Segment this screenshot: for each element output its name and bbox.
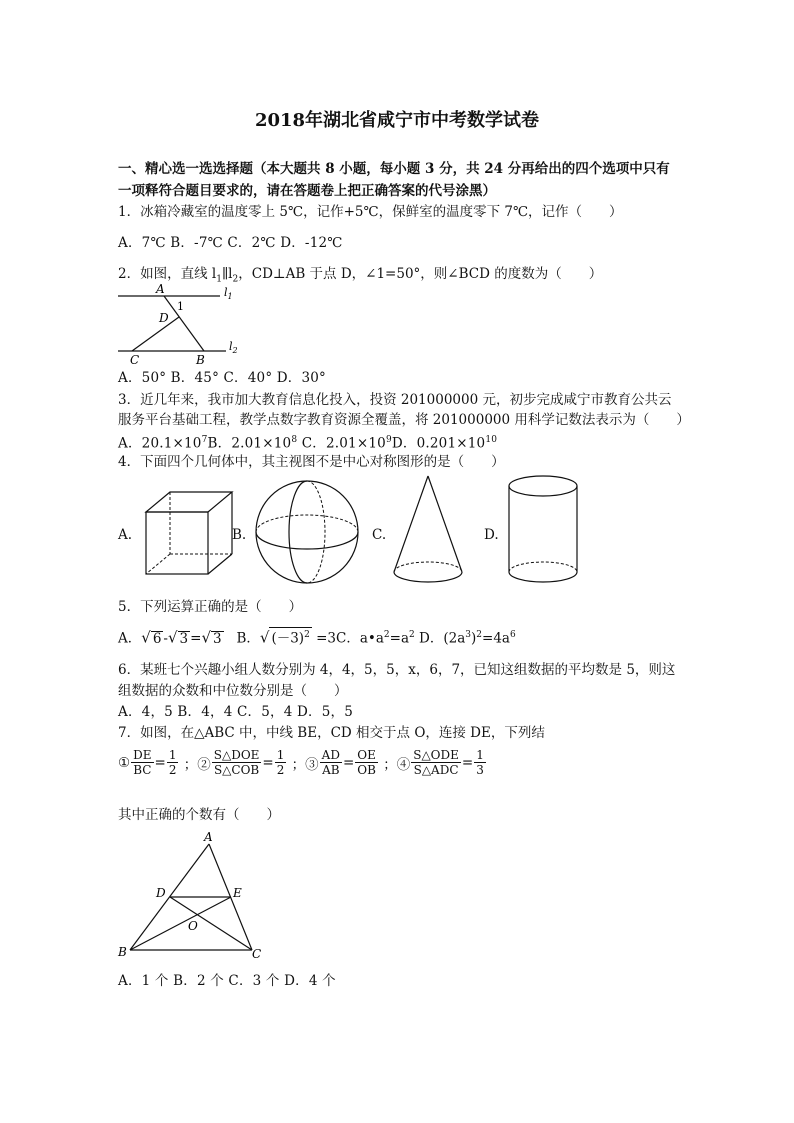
fig2-label-c: C <box>130 353 140 367</box>
question-2-stem: 2．如图，直线 $l_1\parallel l_2$，CD⊥AB 于点 D，∠1=50°，则∠BCD 的度数为（ ） <box>118 266 603 285</box>
question-2-options: A．50° B．45° C．40° D．30° <box>118 370 327 386</box>
question-6-stem-line2: 组数据的众数和中位数分别是（ ） <box>118 683 348 699</box>
question-3-options: A．$20.1\times 10^7B$．$2.01\times 10^8$ C．$2.01\times 10^9D$．$0.201\times 10^{10}$ <box>118 435 498 452</box>
q4-cube-figure <box>138 488 238 583</box>
question-7-question: 其中正确的个数有（ ） <box>118 807 280 823</box>
fig2-label-b: B <box>196 353 205 367</box>
question-4-stem: 4．下面四个几何体中，其主视图不是中心对称图形的是（ ） <box>118 454 505 470</box>
fig7-label-d: D <box>156 886 166 900</box>
q4-cylinder-figure <box>506 472 582 588</box>
fig2-label-angle1: 1 <box>177 300 184 313</box>
q4-option-c-label: C. <box>372 527 387 543</box>
question-3-stem-line1: 3．近几年来，我市加大教育信息化投入，投资 201000000 元，初步完成咸宁市教育公共云 <box>118 392 672 408</box>
q4-option-b-label: B. <box>232 527 247 543</box>
page-title: 2018年湖北省咸宁市中考数学试卷 <box>254 110 540 131</box>
question-3-stem-line2: 服务平台基础工程，教学点数字教育资源全覆盖，将 201000000 用科学记数法表示为（ ） <box>118 412 690 428</box>
question-1-options: A．7℃ B．-7℃ C．2℃ D．-12℃ <box>118 235 343 251</box>
question-1-stem: 1．冰箱冷藏室的温度零上 5℃，记作+5℃，保鲜室的温度零下 7℃，记作（ ） <box>118 204 623 220</box>
question-7-conclusions: ① $\frac{DE}{BC}$ = $\frac{1}{2}$ ；② $\frac{\text{S△DOE}}{\text{S△COB}}$ = $\frac{1}{2}$ ；③ $\frac{AD}{AB}$ = $\frac{OE}{OB}$ ；④ $\frac{\text{S△ODE}}{\text{S△ADC}}$ = $\frac{1}{3}$ <box>118 748 484 777</box>
section-heading-line2: 一项释符合题目要求的，请在答题卷上把正确答案的代号涂黑） <box>118 183 496 199</box>
question-7-stem: 7．如图，在△ABC 中，中线 BE，CD 相交于点 O，连接 DE，下列结 <box>118 725 545 741</box>
question-6-options: A．4，5 B．4，4 C．5，4 D．5，5 <box>118 704 354 720</box>
fig7-label-o: O <box>188 919 198 933</box>
fig2-label-a: A <box>156 282 165 296</box>
question-5-options: A．√ 6 -√ 3 =√ 3 B．√ $(-3)^2 =3C$．$a•a^2=a^2$ D．$(2a^3)^2=4a^6$ <box>118 628 516 647</box>
q4-option-d-label: D. <box>484 527 499 543</box>
question-6-stem-line1: 6．某班七个兴趣小组人数分别为 4，4，5，5，x，6，7，已知这组数据的平均数是 5，则这 <box>118 662 676 678</box>
fig7-label-a: A <box>204 830 213 844</box>
question-7-figure <box>114 828 274 966</box>
section-heading-line1: 一、精心选一选选择题（本大题共 8 小题，每小题 3 分，共 24 分再给出的四个选项中只有 <box>118 161 670 177</box>
fig7-label-c: C <box>252 947 262 961</box>
q4-option-a-label: A. <box>118 527 133 543</box>
question-2-figure <box>112 280 252 370</box>
q4-sphere-figure <box>253 478 365 588</box>
question-7-options: A．1 个 B．2 个 C．3 个 D．4 个 <box>118 973 336 989</box>
q4-cone-figure <box>390 472 470 590</box>
fig2-label-l2: $l_2$ <box>229 340 238 355</box>
fig7-label-b: B <box>118 945 127 959</box>
fig7-label-e: E <box>233 886 242 900</box>
fig2-label-d: D <box>159 311 169 325</box>
fig2-label-l1: $l_1$ <box>224 286 233 301</box>
question-5-stem: 5．下列运算正确的是（ ） <box>118 599 303 615</box>
